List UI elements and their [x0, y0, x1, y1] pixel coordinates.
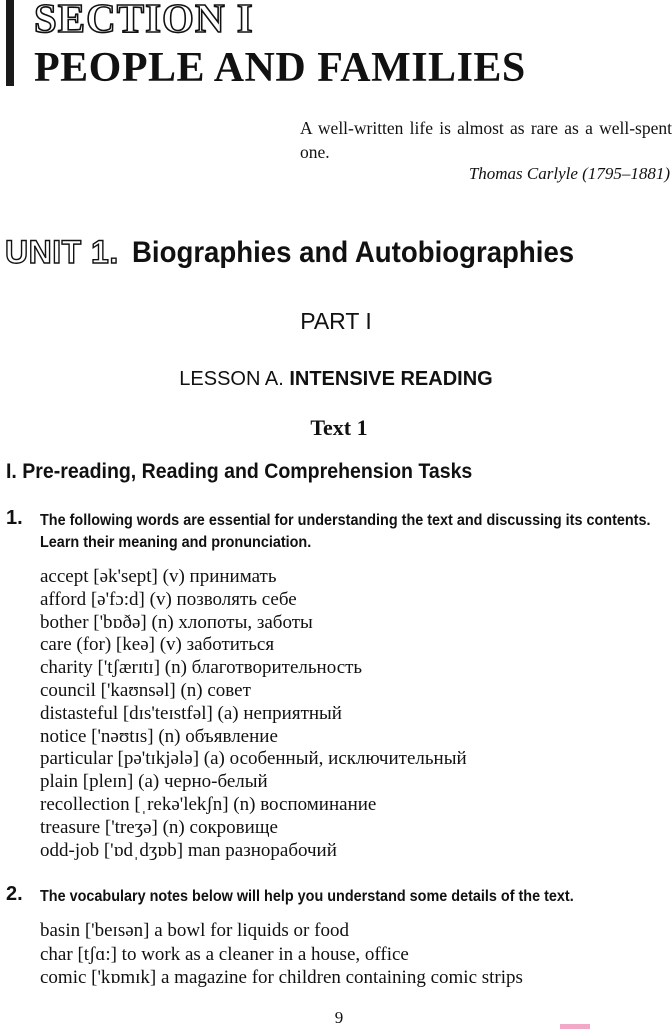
note-item: char [tʃɑ:] to work as a cleaner in a house, office [40, 943, 409, 965]
section-title: PEOPLE AND FAMILIES [34, 45, 526, 91]
lesson-prefix: LESSON A. [179, 368, 284, 390]
vocabulary-list [40, 566, 467, 862]
vocabulary-item: afford [ə'fɔ:d] (v) позволять себе [40, 588, 297, 610]
unit-label: UNIT 1. [5, 234, 119, 270]
tasks-heading: I. Pre-reading, Reading and Comprehension Tasks [6, 460, 473, 483]
unit-title: Biographies and Autobiographies [132, 236, 575, 269]
task-number: 1. [6, 507, 23, 529]
task-instruction: The vocabulary notes below will help you understand some details of the text. [40, 888, 574, 905]
section-label: SECTION I [34, 0, 254, 41]
epigraph-quote: A well-written life is almost as rare as a well-spent one. [300, 118, 672, 162]
vocabulary-notes [40, 919, 523, 990]
vocabulary-item: bother ['bɒðə] (n) хлопоты, заботы [40, 611, 313, 633]
vocabulary-item: recollection [ˌrekə'lekʃn] (n) воспоминание [40, 793, 377, 815]
vocabulary-item: council ['kaʊnsəl] (n) совет [40, 679, 251, 701]
text-heading: Text 1 [310, 415, 368, 440]
task-instruction: The following words are essential for understanding the text and discussing its contents. Learn their meaning and pronunciation. [40, 512, 651, 551]
vocabulary-item: care (for) [keə] (v) заботиться [40, 634, 275, 656]
section-marker-bar [6, 0, 14, 86]
margin-mark [560, 1024, 590, 1029]
vocabulary-item: accept [ək'sept] (v) принимать [40, 566, 277, 587]
vocabulary-item: odd-job ['ɒdˌdʒɒb] man разнорабочий [40, 839, 337, 861]
lesson-heading [0, 368, 672, 391]
vocabulary-item: plain [pleɪn] (a) черно-белый [40, 771, 268, 793]
vocabulary-item: distasteful [dɪs'teɪstfəl] (a) неприятный [40, 702, 342, 724]
epigraph-author: Thomas Carlyle (1795–1881) [468, 164, 670, 183]
task-number: 2. [6, 883, 23, 905]
page-number: 9 [334, 1008, 344, 1027]
vocabulary-item: charity ['tʃærɪtɪ] (n) благотворительность [40, 657, 363, 679]
vocabulary-item: treasure ['treʒə] (n) сокровище [40, 816, 278, 838]
vocabulary-item: notice ['nəʊtɪs] (n) объявление [40, 725, 278, 747]
lesson-name: INTENSIVE READING [289, 368, 493, 390]
note-item: comic ['kɒmɪk] a magazine for children containing comic strips [40, 967, 523, 988]
vocabulary-item: particular [pə'tɪkjələ] (a) особенный, исключительный [40, 748, 467, 770]
part-heading: PART I [300, 308, 372, 334]
note-item: basin ['beɪsən] a bowl for liquids or food [40, 920, 349, 941]
